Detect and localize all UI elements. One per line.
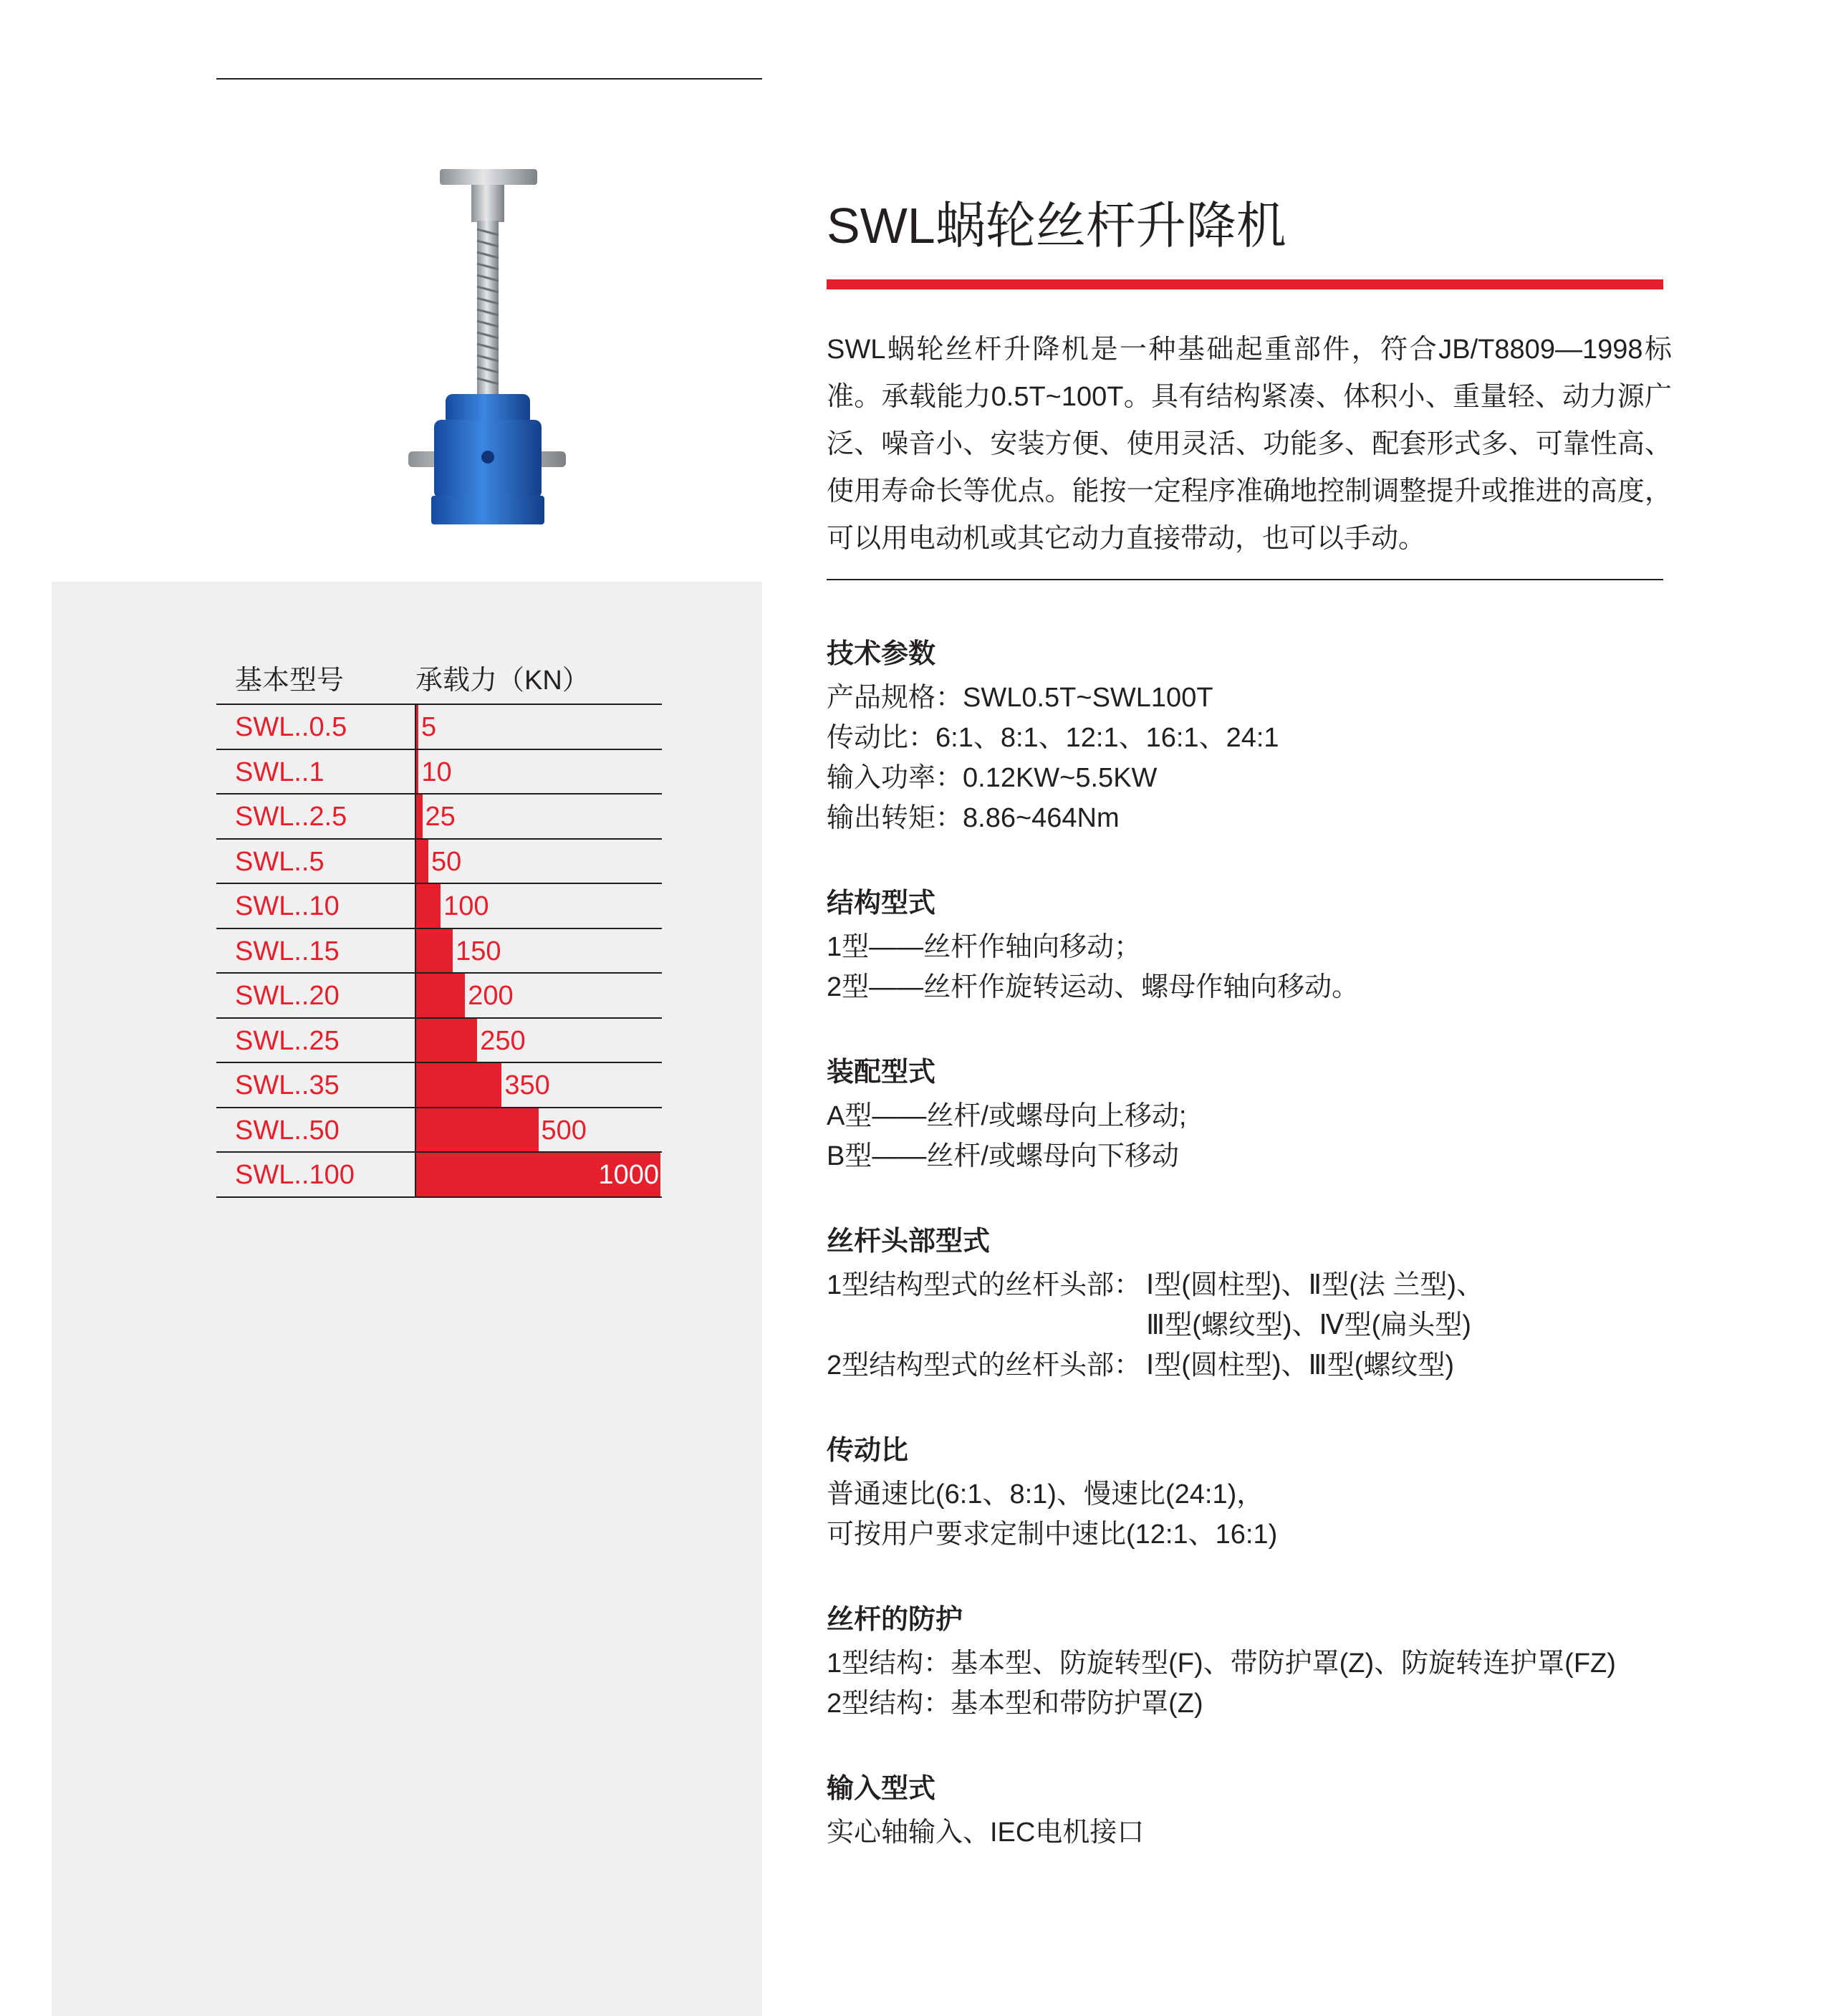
chart-model-label: SWL..15 — [235, 936, 340, 966]
section-title: 丝杆头部型式 — [827, 1227, 991, 1257]
section-line: 输入功率：0.12KW~5.5KW — [827, 763, 1158, 793]
chart-value-label: 10 — [421, 757, 452, 787]
chart-bar — [416, 840, 428, 883]
chart-model-label: SWL..10 — [235, 891, 340, 921]
head-type-key — [827, 1305, 1146, 1345]
head-plate — [440, 169, 537, 185]
head-type-value: Ⅰ型(圆柱型)、Ⅱ型(法 兰型)、 — [1146, 1270, 1484, 1300]
model-column-header: 基本型号 — [235, 666, 345, 696]
section-line: 实心轴输入、IEC电机接口 — [827, 1818, 1145, 1848]
head-type-key: 2型结构型式的丝杆头部： — [827, 1350, 1142, 1381]
top-rule — [216, 78, 762, 80]
section-line: 普通速比(6:1、8:1)、慢速比(24:1)， — [827, 1479, 1264, 1509]
chart-value-label: 250 — [480, 1025, 526, 1056]
chart-bar — [416, 1019, 477, 1062]
chart-model-label: SWL..25 — [235, 1025, 340, 1056]
load-column-header: 承载力（KN） — [415, 666, 590, 696]
spec-section — [827, 1596, 1672, 1724]
spec-sections — [827, 630, 1672, 1853]
section-line: A型——丝杆/或螺母向上移动; — [827, 1101, 1187, 1131]
chart-value-label: 150 — [456, 936, 501, 966]
spec-section — [827, 1218, 1672, 1386]
spec-section — [827, 1049, 1672, 1176]
section-line: 2型结构：基本型和带防护罩(Z) — [827, 1689, 1203, 1719]
chart-model-label: SWL..0.5 — [235, 712, 347, 742]
chart-bar — [416, 1108, 539, 1152]
head-type-row — [827, 1305, 1672, 1345]
chart-model-label: SWL..1 — [235, 757, 324, 787]
section-line: 可按用户要求定制中速比(12:1、16:1) — [827, 1520, 1278, 1550]
section-title: 输入型式 — [827, 1774, 936, 1804]
section-title: 丝杆的防护 — [827, 1605, 963, 1635]
section-title: 结构型式 — [827, 888, 936, 918]
section-line: 产品规格：SWL0.5T~SWL100T — [827, 683, 1213, 713]
section-title: 技术参数 — [827, 639, 936, 669]
head-neck — [471, 185, 504, 222]
section-line: 1型结构：基本型、防旋转型(F)、带防护罩(Z)、防旋转连护罩(FZ) — [827, 1648, 1616, 1679]
head-type-value: Ⅰ型(圆柱型)、Ⅲ型(螺纹型) — [1146, 1350, 1455, 1381]
section-line: 输出转矩：8.86~464Nm — [827, 803, 1120, 833]
chart-value-label: 50 — [431, 846, 462, 877]
spec-section — [827, 1765, 1672, 1853]
intro-paragraph: SWL蜗轮丝杆升降机是一种基础起重部件，符合JB/T8809—1998标准。承载能力0.5T~100T。具有结构紧凑、体积小、重量轻、动力源广泛、噪音小、安装方便、使用灵活、功能多、配套形式多、可靠性高、使用寿命长等优点。能按一定程序准确地控制调整提升或推进的高度，可以用电动机或其它动力直接带动，也可以手动。 — [827, 335, 1672, 554]
base-plate — [431, 496, 544, 524]
intro-divider — [827, 579, 1663, 580]
chart-bar — [416, 1063, 501, 1107]
chart-row-rule — [216, 1196, 662, 1198]
chart-bar — [416, 929, 453, 973]
section-gap — [827, 1176, 1672, 1218]
chart-value-label: 500 — [541, 1115, 587, 1146]
chart-model-label: SWL..2.5 — [235, 802, 347, 832]
page-title: SWL蜗轮丝杆升降机 — [827, 198, 1286, 254]
chart-model-label: SWL..100 — [235, 1160, 355, 1190]
load-capacity-chart — [216, 645, 662, 1204]
spec-section — [827, 880, 1672, 1007]
head-type-value: Ⅲ型(螺纹型)、Ⅳ型(扁头型) — [1146, 1310, 1471, 1340]
chart-bar — [416, 750, 418, 794]
chart-bar — [416, 705, 418, 749]
spec-section — [827, 630, 1672, 838]
section-gap — [827, 1724, 1672, 1765]
chart-model-label: SWL..5 — [235, 846, 324, 877]
chart-bar — [416, 795, 423, 838]
section-line: 1型——丝杆作轴向移动； — [827, 932, 1142, 962]
chart-axis-line — [415, 704, 416, 1196]
section-gap — [827, 1007, 1672, 1049]
section-gap — [827, 838, 1672, 880]
chart-value-label: 350 — [504, 1070, 550, 1100]
head-type-row — [827, 1265, 1672, 1305]
chart-value-label: 25 — [425, 802, 456, 832]
chart-model-label: SWL..20 — [235, 981, 340, 1011]
chart-value-label: 200 — [468, 981, 514, 1011]
spec-section — [827, 1427, 1672, 1555]
chart-value-label: 5 — [421, 712, 437, 742]
head-type-row — [827, 1345, 1672, 1386]
housing-plug — [481, 451, 494, 464]
section-gap — [827, 1555, 1672, 1596]
chart-model-label: SWL..35 — [235, 1070, 340, 1100]
chart-value-label: 100 — [443, 891, 489, 921]
section-title: 传动比 — [827, 1436, 909, 1466]
chart-bar — [416, 974, 465, 1017]
section-line: B型——丝杆/或螺母向下移动 — [827, 1141, 1179, 1171]
chart-model-label: SWL..50 — [235, 1115, 340, 1146]
title-accent-bar — [827, 279, 1663, 289]
chart-value-label: 1000 — [598, 1160, 659, 1190]
section-line: 传动比：6:1、8:1、12:1、16:1、24:1 — [827, 723, 1279, 753]
chart-bar — [416, 884, 441, 928]
screw-jack-illustration — [401, 163, 573, 530]
section-gap — [827, 1386, 1672, 1427]
head-type-key: 1型结构型式的丝杆头部： — [827, 1270, 1142, 1300]
section-title: 装配型式 — [827, 1057, 936, 1088]
section-line: 2型——丝杆作旋转运动、螺母作轴向移动。 — [827, 972, 1360, 1002]
